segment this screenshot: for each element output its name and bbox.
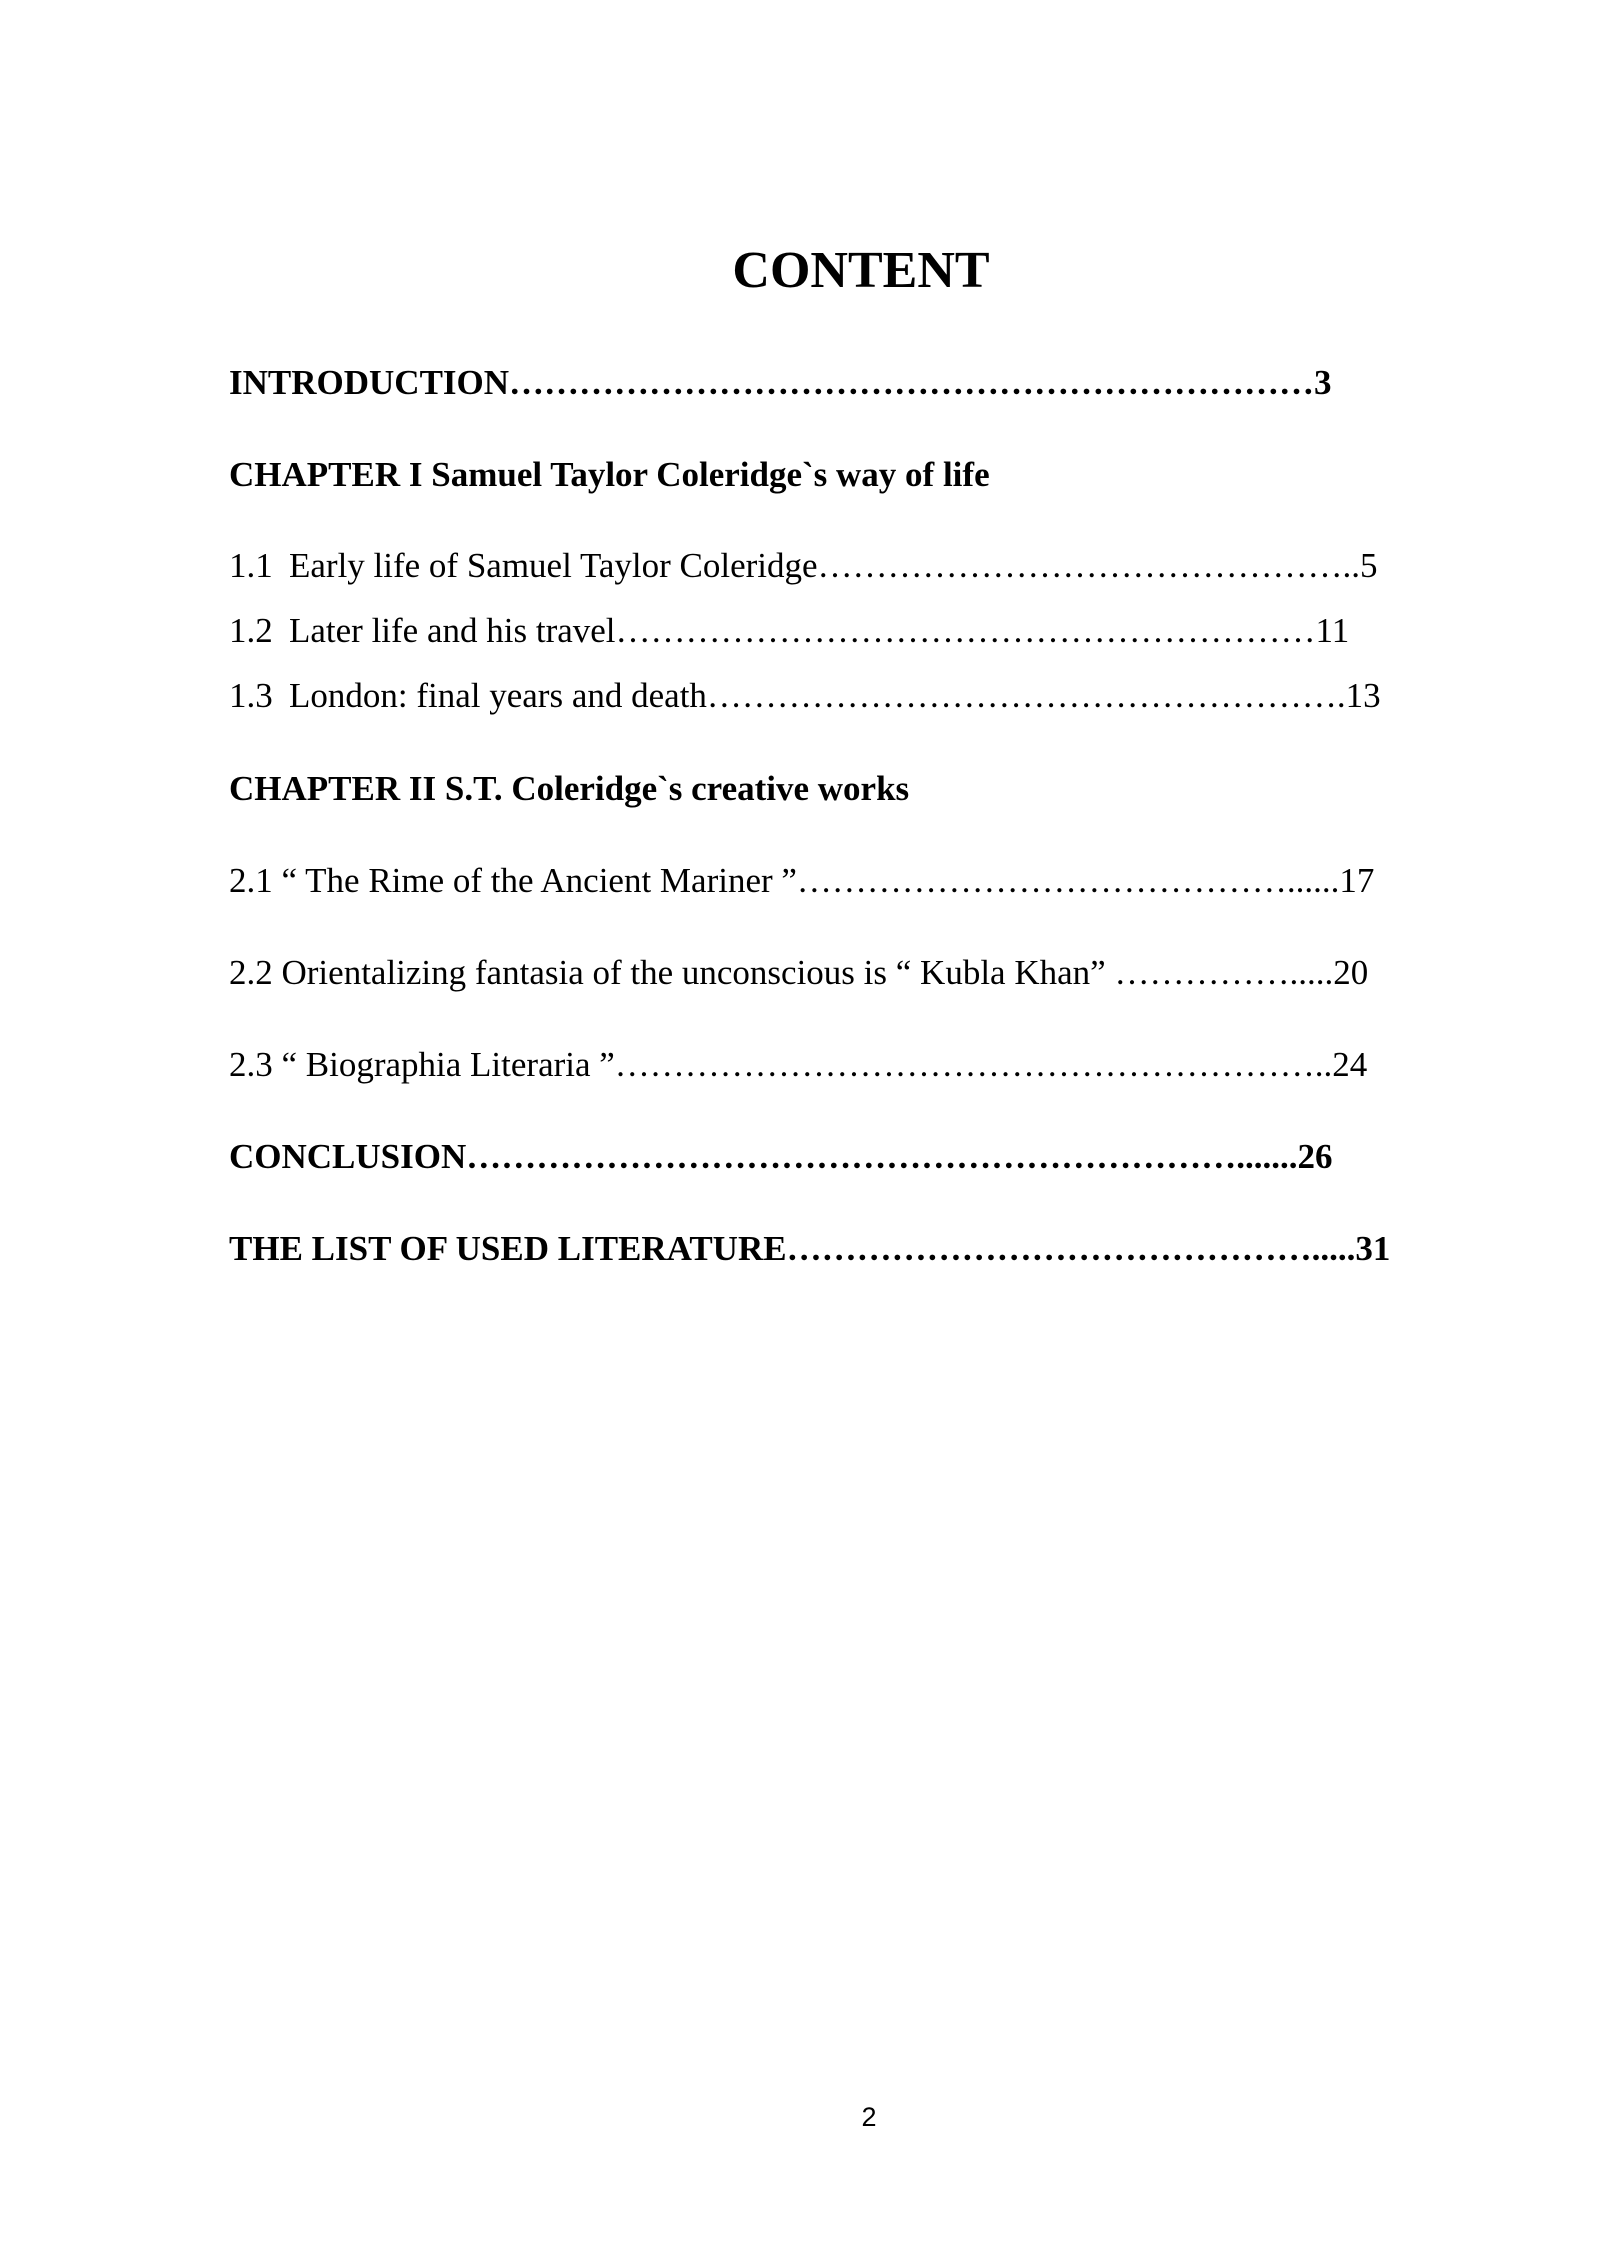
toc-entry-2-1: 2.1 “ The Rime of the Ancient Mariner ”……………………………………......17 — [229, 861, 1375, 900]
toc-entry-1-2 — [229, 608, 1349, 654]
toc-entry-number: 1.3 — [229, 676, 273, 715]
toc-chapter-2-heading: CHAPTER II S.T. Coleridge`s creative works — [229, 769, 910, 808]
toc-entry-2-2: 2.2 Orientalizing fantasia of the unconscious is “ Kubla Khan” …………….....20 — [229, 953, 1369, 992]
toc-entry-number: 1.1 — [229, 546, 273, 585]
toc-entry-1-3 — [229, 673, 1381, 719]
toc-entry-introduction: INTRODUCTION……………………………………………………………3 — [229, 363, 1332, 402]
toc-entry-number: 1.2 — [229, 611, 273, 650]
toc-entry-literature: THE LIST OF USED LITERATURE……………………………………….....31 — [229, 1229, 1391, 1268]
toc-entry-2-3: 2.3 “ Biographia Literaria ”……………………………………………………..24 — [229, 1045, 1368, 1084]
toc-entry-1-1 — [229, 543, 1378, 589]
toc-entry-text: London: final years and death……………………………………………….13 — [289, 676, 1381, 715]
page-number: 2 — [861, 2102, 877, 2132]
page-title: CONTENT — [732, 242, 990, 299]
toc-entry-conclusion: CONCLUSION………………………………………………………….......26 — [229, 1137, 1333, 1176]
toc-chapter-1-heading: CHAPTER I Samuel Taylor Coleridge`s way of life — [229, 455, 990, 494]
toc-entry-text: Early life of Samuel Taylor Coleridge………………………………………..5 — [289, 546, 1378, 585]
toc-entry-text: Later life and his travel……………………………………………………11 — [289, 611, 1350, 650]
